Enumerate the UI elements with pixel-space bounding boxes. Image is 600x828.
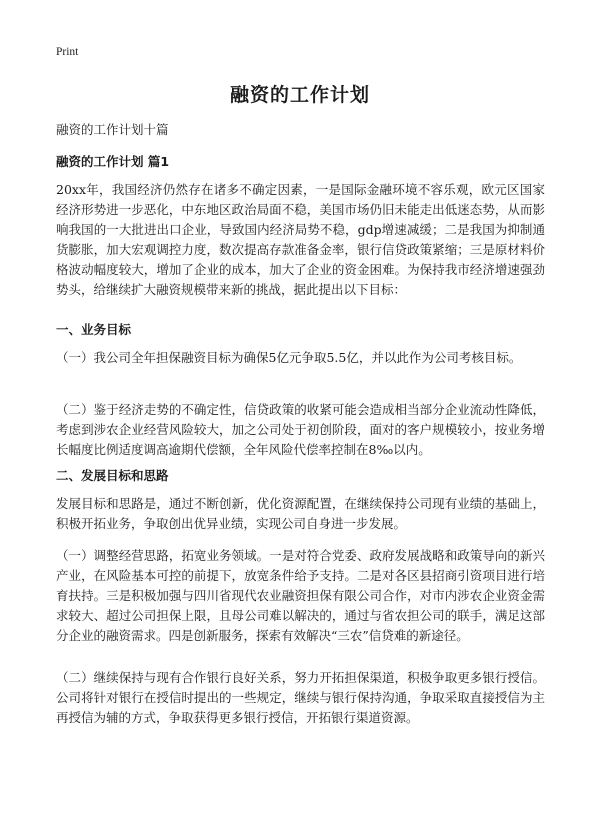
document-subtitle: 融资的工作计划十篇 [56,122,169,137]
business-goal-paragraph-2: （二）鉴于经济走势的不确定性，信贷政策的收紧可能会造成相当部分企业流动性降低，考虑到涉农企业经营风险较大，加之公司处于初创阶段，面对的客户规模较小，按业务增长幅度比例适度调高逾期代偿额，全年风险代偿率控制在8‰以内。 [56,402,545,457]
section-heading-business-goals: 一、业务目标 [56,322,132,337]
development-paragraph-3: （二）继续保持与现有合作银行良好关系，努力开拓担保渠道，积极争取更多银行授信。公司将针对银行在授信时提出的一些规定，继续与银行保持沟通，争取采取直接授信为主再授信为辅的方式，争取获得更多银行授信，开拓银行渠道资源。 [56,670,545,725]
section-heading-development-goals: 二、发展目标和思路 [56,468,169,483]
intro-paragraph: 20xx年，我国经济仍然存在诸多不确定因素，一是国际金融环境不容乐观，欧元区国家经济形势进一步恶化，中东地区政治局面不稳，美国市场仍旧未能走出低迷态势，从而影响我国的一大批进出口企业，导致国内经济局势不稳，gdp增速减缓；二是我国为抑制通货膨胀，加大宏观调控力度，数次提高存款准备金率，银行信贷政策紧缩；三是原材料价格波动幅度较大，增加了企业的成本，加大了企业的资金困难。为保持我市经济增速强劲势头，给继续扩大融资规模带来新的挑战，据此提出以下目标： [56,182,545,297]
development-paragraph-1: 发展目标和思路是，通过不断创新，优化资源配置，在继续保持公司现有业绩的基础上，积极开拓业务，争取创出优异业绩，实现公司自身进一步发展。 [56,496,545,531]
page-title: 融资的工作计划 [229,84,370,106]
piece-heading: 融资的工作计划 篇1 [56,154,170,169]
print-label: Print [56,46,79,58]
development-paragraph-2: （一）调整经营思路，拓宽业务领域。一是对符合党委、政府发展战略和政策导向的新兴产业，在风险基本可控的前提下，放宽条件给予支持。二是对各区县招商引资项目进行培育扶持。三是积极加强与四川省现代农业融资担保有限公司合作，对市内涉农企业资金需求较大、超过公司担保上限，且母公司难以解决的，通过与省农担公司的联手，满足这部分企业的融资需求。四是创新服务，探索有效解决“三农”信贷难的新途径。 [56,548,545,643]
business-goal-paragraph-1: （一）我公司全年担保融资目标为确保5亿元争取5.5亿，并以此作为公司考核目标。 [56,350,522,365]
